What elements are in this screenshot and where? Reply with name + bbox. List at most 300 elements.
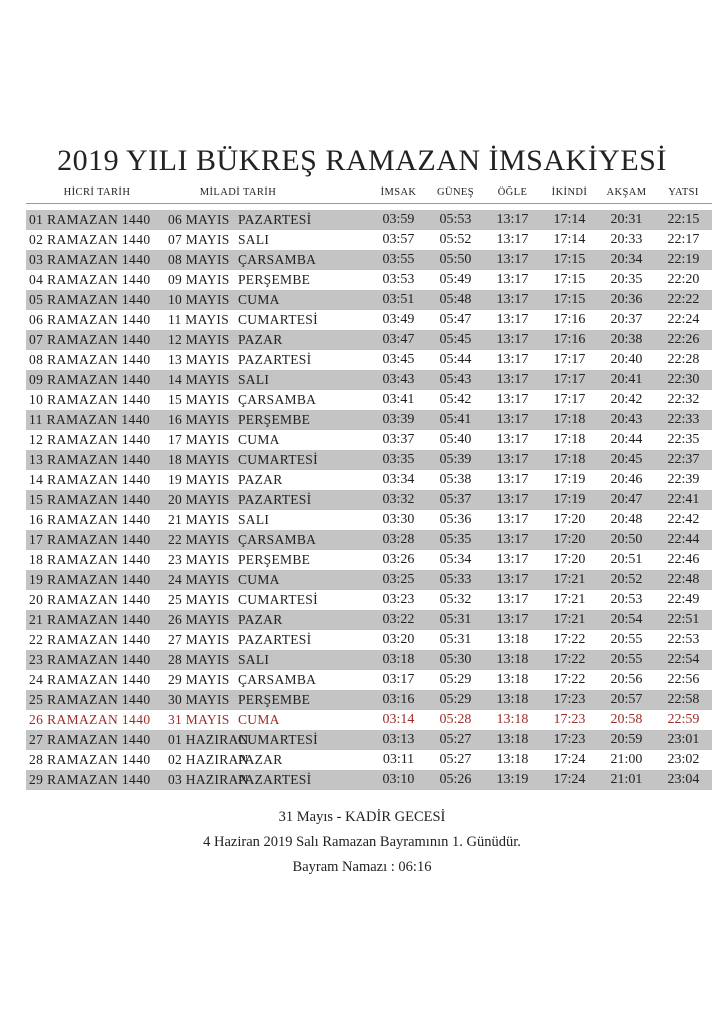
ogle-time-cell: 13:17 (496, 432, 529, 447)
weekday-cell: CUMARTESİ (238, 592, 318, 607)
ikindi-time-cell: 17:20 (553, 532, 586, 547)
hijri-date-cell: 27 RAMAZAN 1440 (29, 732, 151, 747)
gregorian-date-cell: 25 MAYIS (168, 592, 230, 607)
table-row (26, 470, 712, 490)
table-row (26, 290, 712, 310)
ikindi-time-cell: 17:24 (553, 752, 586, 767)
table-row (26, 690, 712, 710)
table-row (26, 370, 712, 390)
imsak-time-cell: 03:53 (382, 272, 415, 287)
aksam-time-cell: 20:35 (610, 272, 643, 287)
aksam-time-cell: 20:50 (610, 532, 643, 547)
ikindi-time-cell: 17:15 (553, 292, 586, 307)
ikindi-time-cell: 17:17 (553, 352, 586, 367)
ikindi-time-cell: 17:23 (553, 712, 586, 727)
imsak-time-cell: 03:55 (382, 252, 415, 267)
hijri-date-cell: 13 RAMAZAN 1440 (29, 452, 151, 467)
table-row (26, 650, 712, 670)
weekday-cell: PAZARTESİ (238, 212, 312, 227)
table-row (26, 750, 712, 770)
imsak-time-cell: 03:37 (382, 432, 415, 447)
yatsi-time-cell: 22:51 (667, 612, 700, 627)
hijri-date-cell: 11 RAMAZAN 1440 (29, 412, 151, 427)
header-aksam: AKŞAM (606, 187, 647, 198)
weekday-cell: PAZARTESİ (238, 352, 312, 367)
header-ikindi: İKİNDİ (551, 187, 588, 198)
header-imsak: İMSAK (380, 187, 417, 198)
gunes-time-cell: 05:49 (439, 272, 472, 287)
yatsi-time-cell: 22:35 (667, 432, 700, 447)
gunes-time-cell: 05:40 (439, 432, 472, 447)
ikindi-time-cell: 17:17 (553, 392, 586, 407)
aksam-time-cell: 20:38 (610, 332, 643, 347)
yatsi-time-cell: 22:17 (667, 232, 700, 247)
imsak-time-cell: 03:32 (382, 492, 415, 507)
hijri-date-cell: 29 RAMAZAN 1440 (29, 772, 151, 787)
aksam-time-cell: 20:52 (610, 572, 643, 587)
hijri-date-cell: 04 RAMAZAN 1440 (29, 272, 151, 287)
gunes-time-cell: 05:32 (439, 592, 472, 607)
ogle-time-cell: 13:17 (496, 612, 529, 627)
aksam-time-cell: 20:46 (610, 472, 643, 487)
gregorian-date-cell: 16 MAYIS (168, 412, 230, 427)
imsak-time-cell: 03:35 (382, 452, 415, 467)
aksam-time-cell: 20:48 (610, 512, 643, 527)
table-row (26, 410, 712, 430)
ikindi-time-cell: 17:22 (553, 652, 586, 667)
aksam-time-cell: 20:51 (610, 552, 643, 567)
hijri-date-cell: 09 RAMAZAN 1440 (29, 372, 151, 387)
imsak-time-cell: 03:39 (382, 412, 415, 427)
aksam-time-cell: 20:55 (610, 652, 643, 667)
gregorian-date-cell: 17 MAYIS (168, 432, 230, 447)
weekday-cell: CUMARTESİ (238, 452, 318, 467)
table-row (26, 710, 712, 730)
ikindi-time-cell: 17:21 (553, 592, 586, 607)
table-row (26, 210, 712, 230)
table-row (26, 390, 712, 410)
hijri-date-cell: 06 RAMAZAN 1440 (29, 312, 151, 327)
aksam-time-cell: 20:53 (610, 592, 643, 607)
gregorian-date-cell: 29 MAYIS (168, 672, 230, 687)
yatsi-time-cell: 22:48 (667, 572, 700, 587)
ogle-time-cell: 13:17 (496, 252, 529, 267)
ikindi-time-cell: 17:24 (553, 772, 586, 787)
weekday-cell: PAZAR (238, 752, 283, 767)
yatsi-time-cell: 23:04 (667, 772, 700, 787)
imsak-time-cell: 03:57 (382, 232, 415, 247)
yatsi-time-cell: 22:24 (667, 312, 700, 327)
aksam-time-cell: 20:47 (610, 492, 643, 507)
hijri-date-cell: 26 RAMAZAN 1440 (29, 712, 151, 727)
bayram-date-note: 4 Haziran 2019 Salı Ramazan Bayramının 1. Günüdür. (203, 834, 521, 850)
header-gunes: GÜNEŞ (436, 187, 474, 198)
table-row (26, 270, 712, 290)
yatsi-time-cell: 22:44 (667, 532, 700, 547)
aksam-time-cell: 20:57 (610, 692, 643, 707)
gunes-time-cell: 05:34 (439, 552, 472, 567)
ogle-time-cell: 13:17 (496, 312, 529, 327)
yatsi-time-cell: 22:15 (667, 212, 700, 227)
aksam-time-cell: 20:36 (610, 292, 643, 307)
gunes-time-cell: 05:39 (439, 452, 472, 467)
imsak-time-cell: 03:10 (382, 772, 415, 787)
ikindi-time-cell: 17:21 (553, 612, 586, 627)
bayram-namazi-note: Bayram Namazı : 06:16 (292, 859, 432, 875)
imsak-time-cell: 03:22 (382, 612, 415, 627)
weekday-cell: CUMARTESİ (238, 312, 318, 327)
table-row (26, 570, 712, 590)
gunes-time-cell: 05:27 (439, 752, 472, 767)
gunes-time-cell: 05:53 (439, 212, 472, 227)
yatsi-time-cell: 22:49 (667, 592, 700, 607)
weekday-cell: PERŞEMBE (238, 412, 311, 427)
yatsi-time-cell: 22:30 (667, 372, 700, 387)
ogle-time-cell: 13:17 (496, 552, 529, 567)
ikindi-time-cell: 17:19 (553, 472, 586, 487)
gregorian-date-cell: 30 MAYIS (168, 692, 230, 707)
ogle-time-cell: 13:17 (496, 232, 529, 247)
weekday-cell: PAZAR (238, 472, 283, 487)
aksam-time-cell: 20:31 (610, 212, 643, 227)
aksam-time-cell: 20:44 (610, 432, 643, 447)
ikindi-time-cell: 17:15 (553, 272, 586, 287)
table-row (26, 550, 712, 570)
ogle-time-cell: 13:17 (496, 452, 529, 467)
gregorian-date-cell: 28 MAYIS (168, 652, 230, 667)
weekday-cell: CUMA (238, 292, 280, 307)
table-header-row (26, 187, 712, 204)
ogle-time-cell: 13:18 (496, 712, 529, 727)
table-row (26, 350, 712, 370)
weekday-cell: CUMA (238, 572, 280, 587)
ogle-time-cell: 13:17 (496, 572, 529, 587)
ogle-time-cell: 13:17 (496, 332, 529, 347)
hijri-date-cell: 03 RAMAZAN 1440 (29, 252, 151, 267)
kadir-gecesi-note: 31 Mayıs - KADİR GECESİ (278, 809, 446, 825)
ikindi-time-cell: 17:20 (553, 552, 586, 567)
gregorian-date-cell: 18 MAYIS (168, 452, 230, 467)
weekday-cell: CUMA (238, 712, 280, 727)
yatsi-time-cell: 22:59 (667, 712, 700, 727)
gregorian-date-cell: 14 MAYIS (168, 372, 230, 387)
weekday-cell: ÇARSAMBA (238, 252, 317, 267)
weekday-cell: PAZARTESİ (238, 492, 312, 507)
ogle-time-cell: 13:17 (496, 592, 529, 607)
hijri-date-cell: 22 RAMAZAN 1440 (29, 632, 151, 647)
footer-notes (0, 805, 724, 880)
imsak-time-cell: 03:18 (382, 652, 415, 667)
yatsi-time-cell: 22:26 (667, 332, 700, 347)
yatsi-time-cell: 22:33 (667, 412, 700, 427)
ogle-time-cell: 13:18 (496, 632, 529, 647)
table-row (26, 490, 712, 510)
aksam-time-cell: 20:42 (610, 392, 643, 407)
ogle-time-cell: 13:18 (496, 652, 529, 667)
gunes-time-cell: 05:35 (439, 532, 472, 547)
weekday-cell: PAZAR (238, 332, 283, 347)
hijri-date-cell: 14 RAMAZAN 1440 (29, 472, 151, 487)
table-row (26, 330, 712, 350)
gregorian-date-cell: 03 HAZIRAN (168, 772, 249, 787)
ikindi-time-cell: 17:22 (553, 632, 586, 647)
gunes-time-cell: 05:44 (439, 352, 472, 367)
aksam-time-cell: 21:00 (610, 752, 643, 767)
imsak-time-cell: 03:26 (382, 552, 415, 567)
gregorian-date-cell: 21 MAYIS (168, 512, 230, 527)
gunes-time-cell: 05:28 (439, 712, 472, 727)
imsak-time-cell: 03:20 (382, 632, 415, 647)
gunes-time-cell: 05:26 (439, 772, 472, 787)
hijri-date-cell: 16 RAMAZAN 1440 (29, 512, 151, 527)
ogle-time-cell: 13:17 (496, 352, 529, 367)
ikindi-time-cell: 17:20 (553, 512, 586, 527)
gunes-time-cell: 05:47 (439, 312, 472, 327)
aksam-time-cell: 20:56 (610, 672, 643, 687)
gunes-time-cell: 05:37 (439, 492, 472, 507)
aksam-time-cell: 20:58 (610, 712, 643, 727)
weekday-cell: PAZARTESİ (238, 632, 312, 647)
gunes-time-cell: 05:29 (439, 672, 472, 687)
gregorian-date-cell: 15 MAYIS (168, 392, 230, 407)
hijri-date-cell: 07 RAMAZAN 1440 (29, 332, 151, 347)
yatsi-time-cell: 22:20 (667, 272, 700, 287)
aksam-time-cell: 20:37 (610, 312, 643, 327)
gregorian-date-cell: 07 MAYIS (168, 232, 230, 247)
yatsi-time-cell: 22:42 (667, 512, 700, 527)
yatsi-time-cell: 23:02 (667, 752, 700, 767)
ogle-time-cell: 13:17 (496, 372, 529, 387)
table-row (26, 730, 712, 750)
gregorian-date-cell: 27 MAYIS (168, 632, 230, 647)
yatsi-time-cell: 22:39 (667, 472, 700, 487)
imsak-time-cell: 03:47 (382, 332, 415, 347)
gregorian-date-cell: 06 MAYIS (168, 212, 230, 227)
ikindi-time-cell: 17:23 (553, 692, 586, 707)
table-row (26, 510, 712, 530)
gregorian-date-cell: 02 HAZIRAN (168, 752, 249, 767)
ikindi-time-cell: 17:14 (553, 212, 586, 227)
ikindi-time-cell: 17:18 (553, 412, 586, 427)
table-row (26, 610, 712, 630)
aksam-time-cell: 20:54 (610, 612, 643, 627)
aksam-time-cell: 20:34 (610, 252, 643, 267)
ikindi-time-cell: 17:17 (553, 372, 586, 387)
ogle-time-cell: 13:17 (496, 472, 529, 487)
weekday-cell: SALI (238, 372, 270, 387)
hijri-date-cell: 23 RAMAZAN 1440 (29, 652, 151, 667)
gunes-time-cell: 05:31 (439, 632, 472, 647)
ogle-time-cell: 13:17 (496, 512, 529, 527)
ikindi-time-cell: 17:15 (553, 252, 586, 267)
gunes-time-cell: 05:33 (439, 572, 472, 587)
imsak-time-cell: 03:43 (382, 372, 415, 387)
ikindi-time-cell: 17:14 (553, 232, 586, 247)
gregorian-date-cell: 10 MAYIS (168, 292, 230, 307)
gregorian-date-cell: 22 MAYIS (168, 532, 230, 547)
yatsi-time-cell: 22:28 (667, 352, 700, 367)
aksam-time-cell: 20:59 (610, 732, 643, 747)
imsak-time-cell: 03:13 (382, 732, 415, 747)
page-title: 2019 YILI BÜKREŞ RAMAZAN İMSAKİYESİ (57, 144, 667, 177)
gunes-time-cell: 05:42 (439, 392, 472, 407)
table-row (26, 430, 712, 450)
gunes-time-cell: 05:48 (439, 292, 472, 307)
hijri-date-cell: 25 RAMAZAN 1440 (29, 692, 151, 707)
weekday-cell: CUMA (238, 432, 280, 447)
table-row (26, 770, 712, 790)
hijri-date-cell: 01 RAMAZAN 1440 (29, 212, 151, 227)
ogle-time-cell: 13:18 (496, 672, 529, 687)
imsak-time-cell: 03:59 (382, 212, 415, 227)
imsak-time-cell: 03:49 (382, 312, 415, 327)
weekday-cell: PAZAR (238, 612, 283, 627)
header-gregorian-date: MİLADİ TARİH (199, 187, 277, 198)
gregorian-date-cell: 20 MAYIS (168, 492, 230, 507)
hijri-date-cell: 24 RAMAZAN 1440 (29, 672, 151, 687)
weekday-cell: PERŞEMBE (238, 552, 311, 567)
table-row (26, 630, 712, 650)
yatsi-time-cell: 22:54 (667, 652, 700, 667)
yatsi-time-cell: 22:22 (667, 292, 700, 307)
gregorian-date-cell: 01 HAZIRAN (168, 732, 249, 747)
hijri-date-cell: 15 RAMAZAN 1440 (29, 492, 151, 507)
ogle-time-cell: 13:17 (496, 532, 529, 547)
gunes-time-cell: 05:30 (439, 652, 472, 667)
ikindi-time-cell: 17:16 (553, 332, 586, 347)
imsak-time-cell: 03:23 (382, 592, 415, 607)
yatsi-time-cell: 22:37 (667, 452, 700, 467)
yatsi-time-cell: 22:32 (667, 392, 700, 407)
ikindi-time-cell: 17:21 (553, 572, 586, 587)
hijri-date-cell: 20 RAMAZAN 1440 (29, 592, 151, 607)
yatsi-time-cell: 23:01 (667, 732, 700, 747)
gunes-time-cell: 05:36 (439, 512, 472, 527)
table-row (26, 250, 712, 270)
ogle-time-cell: 13:18 (496, 692, 529, 707)
weekday-cell: ÇARSAMBA (238, 672, 317, 687)
ogle-time-cell: 13:17 (496, 272, 529, 287)
gunes-time-cell: 05:43 (439, 372, 472, 387)
gregorian-date-cell: 09 MAYIS (168, 272, 230, 287)
gunes-time-cell: 05:45 (439, 332, 472, 347)
imsak-time-cell: 03:51 (382, 292, 415, 307)
gregorian-date-cell: 08 MAYIS (168, 252, 230, 267)
hijri-date-cell: 05 RAMAZAN 1440 (29, 292, 151, 307)
aksam-time-cell: 21:01 (610, 772, 643, 787)
aksam-time-cell: 20:40 (610, 352, 643, 367)
weekday-cell: SALI (238, 232, 270, 247)
ikindi-time-cell: 17:18 (553, 452, 586, 467)
gunes-time-cell: 05:27 (439, 732, 472, 747)
gunes-time-cell: 05:41 (439, 412, 472, 427)
ogle-time-cell: 13:18 (496, 732, 529, 747)
hijri-date-cell: 02 RAMAZAN 1440 (29, 232, 151, 247)
imsak-time-cell: 03:25 (382, 572, 415, 587)
yatsi-time-cell: 22:46 (667, 552, 700, 567)
ogle-time-cell: 13:19 (496, 772, 529, 787)
hijri-date-cell: 19 RAMAZAN 1440 (29, 572, 151, 587)
aksam-time-cell: 20:43 (610, 412, 643, 427)
gregorian-date-cell: 23 MAYIS (168, 552, 230, 567)
gregorian-date-cell: 24 MAYIS (168, 572, 230, 587)
gunes-time-cell: 05:38 (439, 472, 472, 487)
gregorian-date-cell: 11 MAYIS (168, 312, 230, 327)
yatsi-time-cell: 22:41 (667, 492, 700, 507)
table-body (26, 210, 712, 790)
imsak-time-cell: 03:28 (382, 532, 415, 547)
prayer-times-table (26, 187, 712, 790)
yatsi-time-cell: 22:53 (667, 632, 700, 647)
aksam-time-cell: 20:55 (610, 632, 643, 647)
gunes-time-cell: 05:52 (439, 232, 472, 247)
weekday-cell: CUMARTESİ (238, 732, 318, 747)
gunes-time-cell: 05:31 (439, 612, 472, 627)
ikindi-time-cell: 17:16 (553, 312, 586, 327)
ogle-time-cell: 13:17 (496, 412, 529, 427)
table-row (26, 310, 712, 330)
yatsi-time-cell: 22:56 (667, 672, 700, 687)
hijri-date-cell: 21 RAMAZAN 1440 (29, 612, 151, 627)
ikindi-time-cell: 17:19 (553, 492, 586, 507)
gregorian-date-cell: 19 MAYIS (168, 472, 230, 487)
gregorian-date-cell: 13 MAYIS (168, 352, 230, 367)
weekday-cell: PERŞEMBE (238, 692, 311, 707)
yatsi-time-cell: 22:58 (667, 692, 700, 707)
ogle-time-cell: 13:17 (496, 492, 529, 507)
imsak-time-cell: 03:30 (382, 512, 415, 527)
weekday-cell: PERŞEMBE (238, 272, 311, 287)
header-hijri-date: HİCRİ TARİH (63, 187, 131, 198)
weekday-cell: SALI (238, 652, 270, 667)
imsak-time-cell: 03:16 (382, 692, 415, 707)
imsak-time-cell: 03:41 (382, 392, 415, 407)
ikindi-time-cell: 17:22 (553, 672, 586, 687)
ogle-time-cell: 13:18 (496, 752, 529, 767)
ogle-time-cell: 13:17 (496, 212, 529, 227)
hijri-date-cell: 28 RAMAZAN 1440 (29, 752, 151, 767)
table-row (26, 450, 712, 470)
hijri-date-cell: 18 RAMAZAN 1440 (29, 552, 151, 567)
yatsi-time-cell: 22:19 (667, 252, 700, 267)
ikindi-time-cell: 17:23 (553, 732, 586, 747)
weekday-cell: SALI (238, 512, 270, 527)
hijri-date-cell: 17 RAMAZAN 1440 (29, 532, 151, 547)
aksam-time-cell: 20:45 (610, 452, 643, 467)
table-row (26, 530, 712, 550)
table-row (26, 670, 712, 690)
weekday-cell: ÇARSAMBA (238, 532, 317, 547)
hijri-date-cell: 08 RAMAZAN 1440 (29, 352, 151, 367)
table-row (26, 230, 712, 250)
gunes-time-cell: 05:29 (439, 692, 472, 707)
ogle-time-cell: 13:17 (496, 392, 529, 407)
imsak-time-cell: 03:11 (382, 752, 415, 767)
imsak-time-cell: 03:14 (382, 712, 415, 727)
header-ogle: ÖĞLE (497, 187, 528, 198)
weekday-cell: ÇARSAMBA (238, 392, 317, 407)
imsak-time-cell: 03:34 (382, 472, 415, 487)
imsak-time-cell: 03:17 (382, 672, 415, 687)
aksam-time-cell: 20:33 (610, 232, 643, 247)
aksam-time-cell: 20:41 (610, 372, 643, 387)
table-row (26, 590, 712, 610)
weekday-cell: PAZARTESİ (238, 772, 312, 787)
hijri-date-cell: 12 RAMAZAN 1440 (29, 432, 151, 447)
header-yatsi: YATSI (668, 187, 699, 198)
imsak-time-cell: 03:45 (382, 352, 415, 367)
ogle-time-cell: 13:17 (496, 292, 529, 307)
